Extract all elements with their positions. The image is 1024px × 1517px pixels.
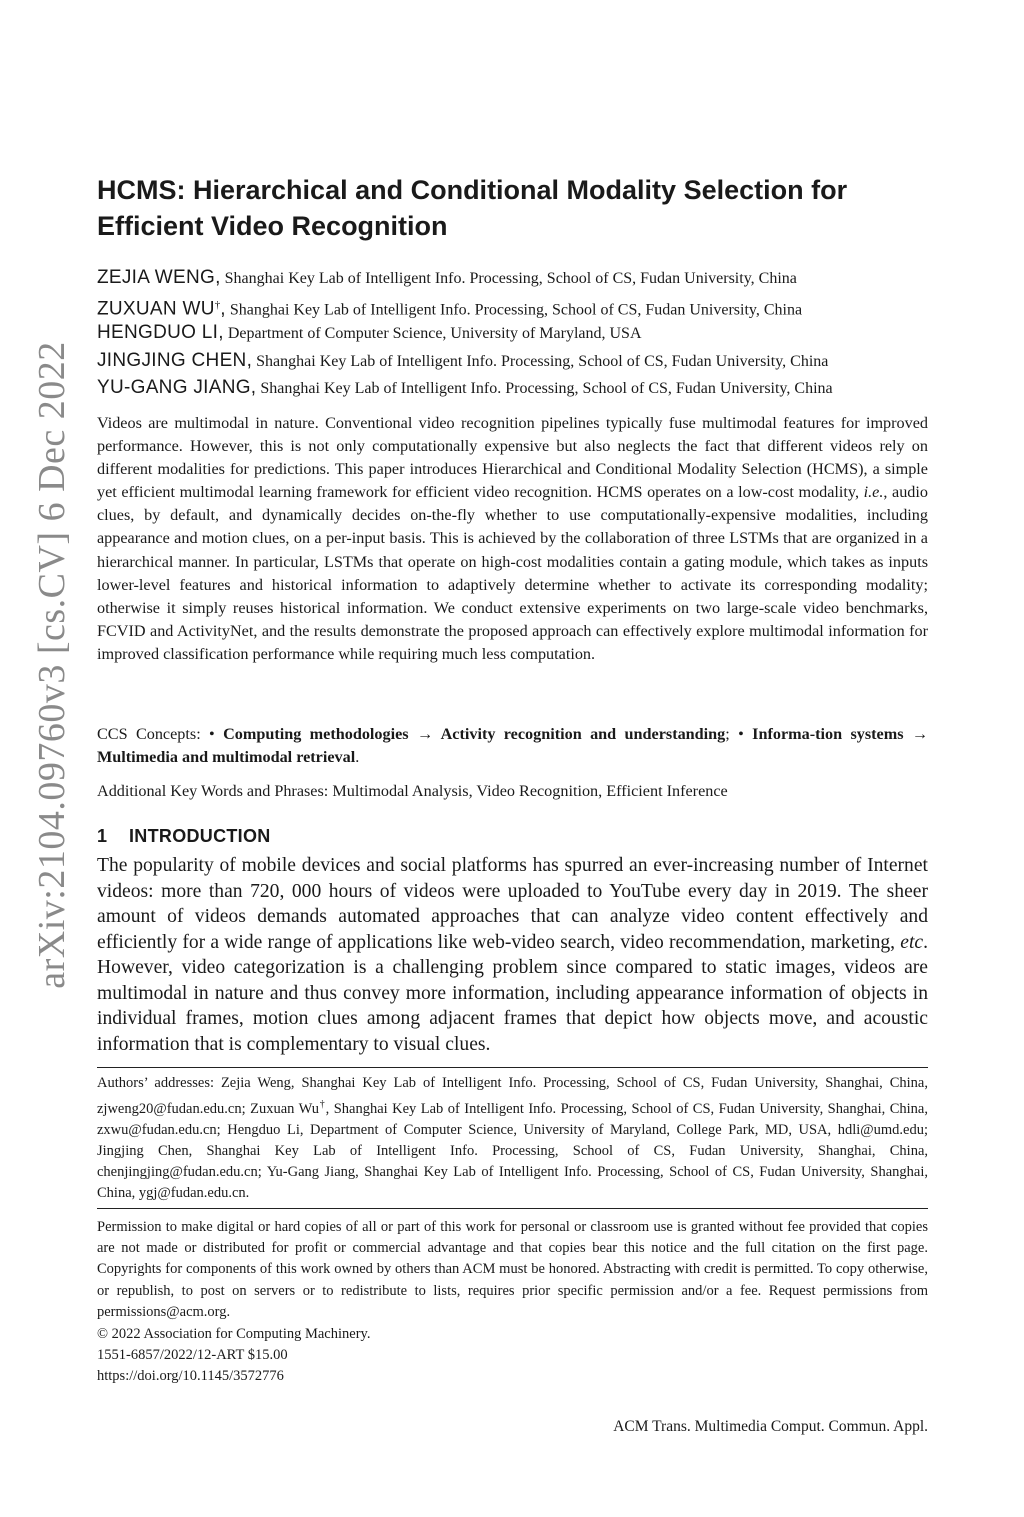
publication-meta	[97, 1324, 370, 1387]
author-name: ZUXUAN WU	[97, 297, 215, 319]
section-heading	[97, 824, 271, 848]
author-name: JINGJING CHEN,	[97, 349, 253, 371]
intro-text: The popularity of mobile devices and social platforms has spurred an ever-increasing number of Internet videos: more than 720, 000 hours of videos were uploaded to YouTube every day in 2019. The sheer amount of videos demands automated approaches that can analyze video content effectively and efficiently for a wide range of applications like web-video search, video recommendation, marketing,	[97, 855, 928, 953]
intro-text-cont: . However, video categorization is a challenging problem since compared to static images, videos are multimodal in nature and thus convey more information, including appearance information of objects in individual frames, motion clues among adjacent frames that depict how objects move, and acoustic information that is complementary to visual clues.	[97, 931, 928, 1055]
addresses-text-cont: , Shanghai Key Lab of Intelligent Info. Processing, School of CS, Fudan University, Shanghai, China, zxwu@fudan.edu.cn; Hengduo Li, Department of Computer Science, University of Maryland, College Park, MD, USA, hdli@umd.edu; Jingjing Chen, Shanghai Key Lab of Intelligent Info. Processing, School of CS, Fudan University, Shanghai, China, chenjingjing@fudan.edu.cn; Yu-Gang Jiang, Shanghai Key Lab of Intelligent Info. Processing, School of CS, Fudan University, Shanghai, China, ygj@fudan.edu.cn.	[97, 1100, 928, 1201]
author-entry	[97, 374, 937, 402]
author-list	[97, 264, 937, 402]
author-entry	[97, 319, 937, 347]
footnote-divider	[97, 1067, 928, 1068]
abstract-ie: i.e.	[863, 483, 884, 502]
ccs-concepts	[97, 723, 928, 769]
author-name: YU-GANG JIANG,	[97, 377, 257, 398]
author-name: HENGDUO LI,	[97, 322, 224, 343]
author-name: ZEJIA WENG,	[97, 267, 221, 288]
journal-footer: ACM Trans. Multimedia Comput. Commun. Appl.	[613, 1418, 928, 1435]
section-title: INTRODUCTION	[129, 826, 271, 846]
author-affiliation: Shanghai Key Lab of Intelligent Info. Processing, School of CS, Fudan University, China	[225, 300, 803, 318]
copyright: © 2022 Association for Computing Machinery.	[97, 1326, 371, 1342]
author-addresses	[97, 1073, 928, 1204]
ccs-bullet: •	[738, 725, 753, 743]
arxiv-side-label	[12, 290, 92, 1040]
ccs-label: CCS Concepts:	[97, 725, 210, 743]
introduction-paragraph	[97, 853, 928, 1057]
intro-etc: etc	[900, 931, 924, 953]
abstract-text: Videos are multimodal in nature. Conventional video recognition pipelines typically fuse multimodal features for improved performance. However, this is not only computationally expensive but also neglects the fact that different videos rely on different modalities for predictions. This paper introduces Hierarchical and Conditional Modality Selection (HCMS), a simple yet efficient multimodal learning framework for efficient video recognition. HCMS operates on a low-cost modality,	[97, 414, 928, 502]
ccs-concept: Informa-tion systems → Multimedia and multimodal retrieval	[97, 725, 929, 767]
author-affiliation: Shanghai Key Lab of Intelligent Info. Processing, School of CS, Fudan University, China	[220, 270, 797, 287]
abstract-text-cont: , audio clues, by default, and dynamically decides on-the-fly whether to use computationally-expensive modalities, including appearance and motion clues, on a per-input basis. This is achieved by the collaboration of three LSTMs that are organized in a hierarchical manner. In particular, LSTMs that operate on high-cost modalities contain a gating module, which takes as inputs lower-level features and historical information to adaptively determine whether to activate its corresponding modality; otherwise it simply reuses historical information. We conduct extensive experiments on two large-scale video benchmarks, FCVID and ActivityNet, and the results demonstrate the proposed approach can effectively explore multimodal information for improved classification performance while requiring much less computation.	[97, 483, 928, 663]
author-affiliation: Shanghai Key Lab of Intelligent Info. Processing, School of CS, Fudan University, China	[252, 352, 829, 370]
corresponding-mark: †	[318, 1099, 326, 1110]
author-entry	[97, 264, 937, 292]
abstract	[97, 412, 928, 666]
author-entry	[97, 292, 937, 320]
ccs-concept: Computing methodologies → Activity recognition and understanding	[223, 725, 726, 743]
author-affiliation: Department of Computer Science, University of Maryland, USA	[223, 325, 642, 342]
permission-divider	[97, 1208, 928, 1209]
paper-title: HCMS: Hierarchical and Conditional Modality Selection for Efficient Video Recognition	[97, 175, 848, 241]
author-affiliation: Shanghai Key Lab of Intelligent Info. Processing, School of CS, Fudan University, China	[256, 380, 833, 397]
issn-price: 1551-6857/2022/12-ART $15.00	[97, 1347, 288, 1363]
author-name-comma: ,	[220, 297, 226, 319]
doi-link[interactable]: https://doi.org/10.1145/3572776	[97, 1368, 284, 1384]
ccs-separator: ;	[725, 725, 739, 743]
corresponding-mark: †	[214, 298, 221, 311]
keywords: Additional Key Words and Phrases: Multimodal Analysis, Video Recognition, Efficient Inference	[97, 782, 728, 800]
permission-notice: Permission to make digital or hard copies of all or part of this work for personal or classroom use is granted without fee provided that copies are not made or distributed for profit or commercial advantage and that copies bear this notice and the full citation on the first page. Copyrights for components of this work owned by others than ACM must be honored. Abstracting with credit is permitted. To copy otherwise, or republish, to post on servers or to redistribute to lists, requires prior specific permission and/or a fee. Request permissions from permissions@acm.org.	[97, 1219, 928, 1320]
addresses-text: Authors’ addresses: Zejia Weng, Shanghai Key Lab of Intelligent Info. Processing, School of CS, Fudan University, Shanghai, China, zjweng20@fudan.edu.cn; Zuxuan Wu	[97, 1075, 928, 1117]
arxiv-identifier: arXiv:2104.09760v3 [cs.CV] 6 Dec 2022	[31, 341, 73, 989]
section-number: 1	[97, 826, 108, 846]
ccs-bullet: •	[209, 725, 224, 743]
ccs-end: .	[355, 748, 360, 767]
author-entry	[97, 347, 937, 375]
